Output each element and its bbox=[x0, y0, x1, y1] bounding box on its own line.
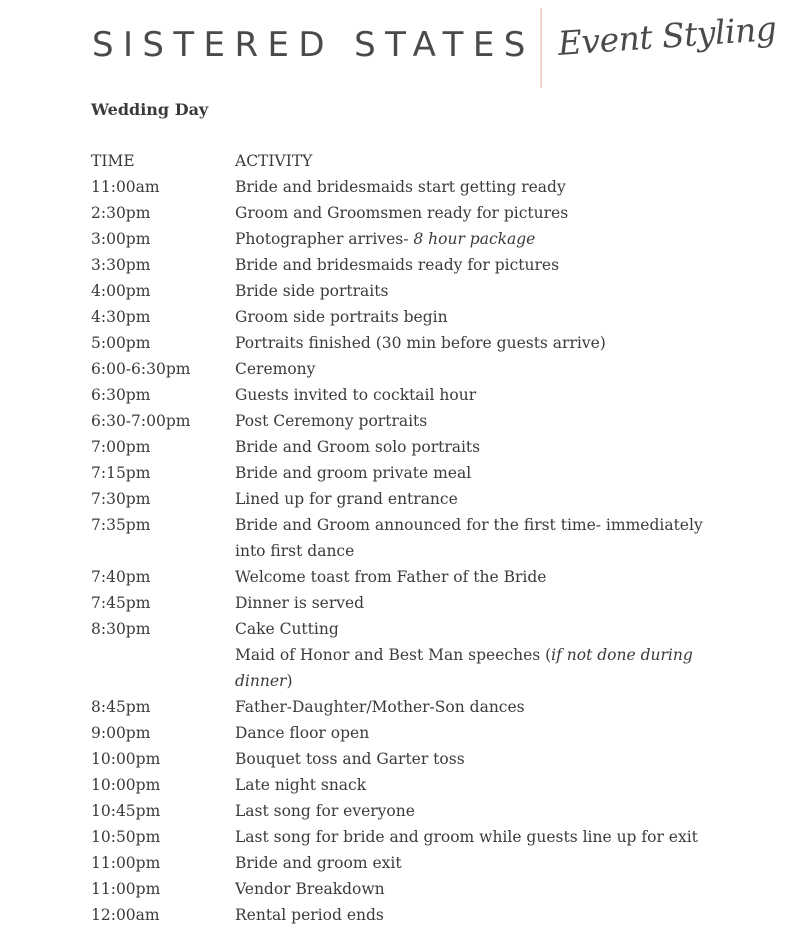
schedule-row bbox=[91, 590, 731, 616]
schedule-header-row bbox=[91, 148, 731, 174]
activity-text: Bride and bridesmaids ready for pictures bbox=[235, 256, 560, 274]
activity-text: Welcome toast from Father of the Bride bbox=[235, 568, 547, 586]
activity-note: if not done during dinner bbox=[235, 646, 693, 690]
schedule-time: 3:30pm bbox=[91, 256, 151, 274]
schedule-row bbox=[91, 486, 731, 512]
schedule-time: 6:30pm bbox=[91, 386, 151, 404]
schedule-row bbox=[91, 642, 731, 694]
schedule-time: 6:00-6:30pm bbox=[91, 360, 191, 378]
activity-text: Cake Cutting bbox=[235, 620, 339, 638]
activity-text: Bride and Groom solo portraits bbox=[235, 438, 481, 456]
schedule-row bbox=[91, 902, 731, 928]
schedule-time: 12:00am bbox=[91, 906, 160, 924]
schedule-activity bbox=[235, 356, 731, 382]
schedule-activity bbox=[235, 304, 731, 330]
schedule-activity bbox=[235, 850, 731, 876]
schedule-time: 7:40pm bbox=[91, 568, 151, 586]
schedule-activity bbox=[235, 798, 731, 824]
schedule-row bbox=[91, 798, 731, 824]
schedule-row bbox=[91, 850, 731, 876]
schedule-time: 4:00pm bbox=[91, 282, 151, 300]
schedule-activity bbox=[235, 694, 731, 720]
schedule-activity bbox=[235, 408, 731, 434]
activity-text: Last song for bride and groom while guests line up for exit bbox=[235, 828, 698, 846]
activity-text: Ceremony bbox=[235, 360, 316, 378]
schedule-row bbox=[91, 278, 731, 304]
schedule-activity bbox=[235, 200, 731, 226]
schedule-time: 10:00pm bbox=[91, 750, 161, 768]
schedule-activity bbox=[235, 902, 731, 928]
section-title: Wedding Day bbox=[91, 100, 209, 119]
schedule-time: 11:00pm bbox=[91, 854, 161, 872]
schedule-activity bbox=[235, 174, 731, 200]
activity-text: Rental period ends bbox=[235, 906, 384, 924]
schedule-activity bbox=[235, 434, 731, 460]
schedule-row bbox=[91, 746, 731, 772]
activity-text: Bouquet toss and Garter toss bbox=[235, 750, 465, 768]
schedule-row bbox=[91, 720, 731, 746]
time-column-header: TIME bbox=[91, 152, 135, 170]
schedule-row bbox=[91, 382, 731, 408]
schedule-time: 10:50pm bbox=[91, 828, 161, 846]
schedule-row bbox=[91, 876, 731, 902]
schedule-row bbox=[91, 304, 731, 330]
schedule-row bbox=[91, 408, 731, 434]
schedule-activity bbox=[235, 278, 731, 304]
schedule-time: 11:00am bbox=[91, 178, 160, 196]
activity-text: Father-Daughter/Mother-Son dances bbox=[235, 698, 525, 716]
schedule-activity bbox=[235, 382, 731, 408]
schedule-time: 10:45pm bbox=[91, 802, 161, 820]
activity-text: Portraits finished (30 min before guests arrive) bbox=[235, 334, 606, 352]
activity-text: Dance floor open bbox=[235, 724, 370, 742]
activity-text: Post Ceremony portraits bbox=[235, 412, 428, 430]
schedule-row bbox=[91, 200, 731, 226]
activity-suffix: ) bbox=[286, 672, 293, 690]
schedule-activity bbox=[235, 226, 731, 252]
activity-text: Last song for everyone bbox=[235, 802, 415, 820]
schedule-time: 6:30-7:00pm bbox=[91, 412, 191, 430]
schedule-row bbox=[91, 772, 731, 798]
activity-text: Groom side portraits begin bbox=[235, 308, 448, 326]
activity-text: Bride and groom private meal bbox=[235, 464, 472, 482]
schedule-time: 7:30pm bbox=[91, 490, 151, 508]
activity-text: Bride and bridesmaids start getting ready bbox=[235, 178, 566, 196]
schedule-activity bbox=[235, 590, 731, 616]
schedule-activity bbox=[235, 772, 731, 798]
brand-tagline: Event Styling bbox=[556, 8, 778, 63]
schedule-time: 3:00pm bbox=[91, 230, 151, 248]
brand-divider bbox=[540, 8, 542, 88]
schedule-activity bbox=[235, 746, 731, 772]
schedule-activity bbox=[235, 252, 731, 278]
schedule-row bbox=[91, 252, 731, 278]
activity-text: Photographer arrives- bbox=[235, 230, 414, 248]
schedule-time: 8:30pm bbox=[91, 620, 151, 638]
activity-text: Groom and Groomsmen ready for pictures bbox=[235, 204, 569, 222]
schedule-time: 8:45pm bbox=[91, 698, 151, 716]
activity-text: Maid of Honor and Best Man speeches ( bbox=[235, 646, 552, 664]
schedule-activity bbox=[235, 330, 731, 356]
schedule-activity bbox=[235, 616, 731, 642]
schedule-time: 9:00pm bbox=[91, 724, 151, 742]
activity-text: Lined up for grand entrance bbox=[235, 490, 458, 508]
page-header bbox=[0, 0, 806, 95]
schedule-activity bbox=[235, 460, 731, 486]
activity-column-header: ACTIVITY bbox=[235, 152, 313, 170]
schedule-table bbox=[91, 148, 731, 928]
brand-name: SISTERED STATES bbox=[92, 25, 535, 65]
schedule-time: 10:00pm bbox=[91, 776, 161, 794]
schedule-row bbox=[91, 356, 731, 382]
schedule-row bbox=[91, 330, 731, 356]
schedule-row bbox=[91, 616, 731, 642]
activity-text: Dinner is served bbox=[235, 594, 365, 612]
activity-text: Guests invited to cocktail hour bbox=[235, 386, 477, 404]
schedule-time: 7:45pm bbox=[91, 594, 151, 612]
activity-text: Bride side portraits bbox=[235, 282, 389, 300]
schedule-time: 7:35pm bbox=[91, 516, 151, 534]
schedule-activity bbox=[235, 642, 731, 694]
activity-note: 8 hour package bbox=[413, 230, 536, 248]
schedule-row bbox=[91, 512, 731, 564]
activity-text: Bride and Groom announced for the first time- immediately into first dance bbox=[235, 516, 703, 560]
schedule-row bbox=[91, 434, 731, 460]
schedule-time: 7:15pm bbox=[91, 464, 151, 482]
schedule-activity bbox=[235, 720, 731, 746]
schedule-time: 4:30pm bbox=[91, 308, 151, 326]
schedule-row bbox=[91, 564, 731, 590]
schedule-activity bbox=[235, 486, 731, 512]
schedule-time: 11:00pm bbox=[91, 880, 161, 898]
schedule-time: 5:00pm bbox=[91, 334, 151, 352]
schedule-activity bbox=[235, 564, 731, 590]
schedule-time: 7:00pm bbox=[91, 438, 151, 456]
schedule-activity bbox=[235, 512, 731, 564]
schedule-time: 2:30pm bbox=[91, 204, 151, 222]
schedule-row bbox=[91, 824, 731, 850]
activity-text: Vendor Breakdown bbox=[235, 880, 385, 898]
activity-text: Late night snack bbox=[235, 776, 367, 794]
schedule-row bbox=[91, 174, 731, 200]
schedule-row bbox=[91, 460, 731, 486]
activity-text: Bride and groom exit bbox=[235, 854, 402, 872]
schedule-activity bbox=[235, 876, 731, 902]
schedule-row bbox=[91, 694, 731, 720]
schedule-row bbox=[91, 226, 731, 252]
schedule-activity bbox=[235, 824, 731, 850]
